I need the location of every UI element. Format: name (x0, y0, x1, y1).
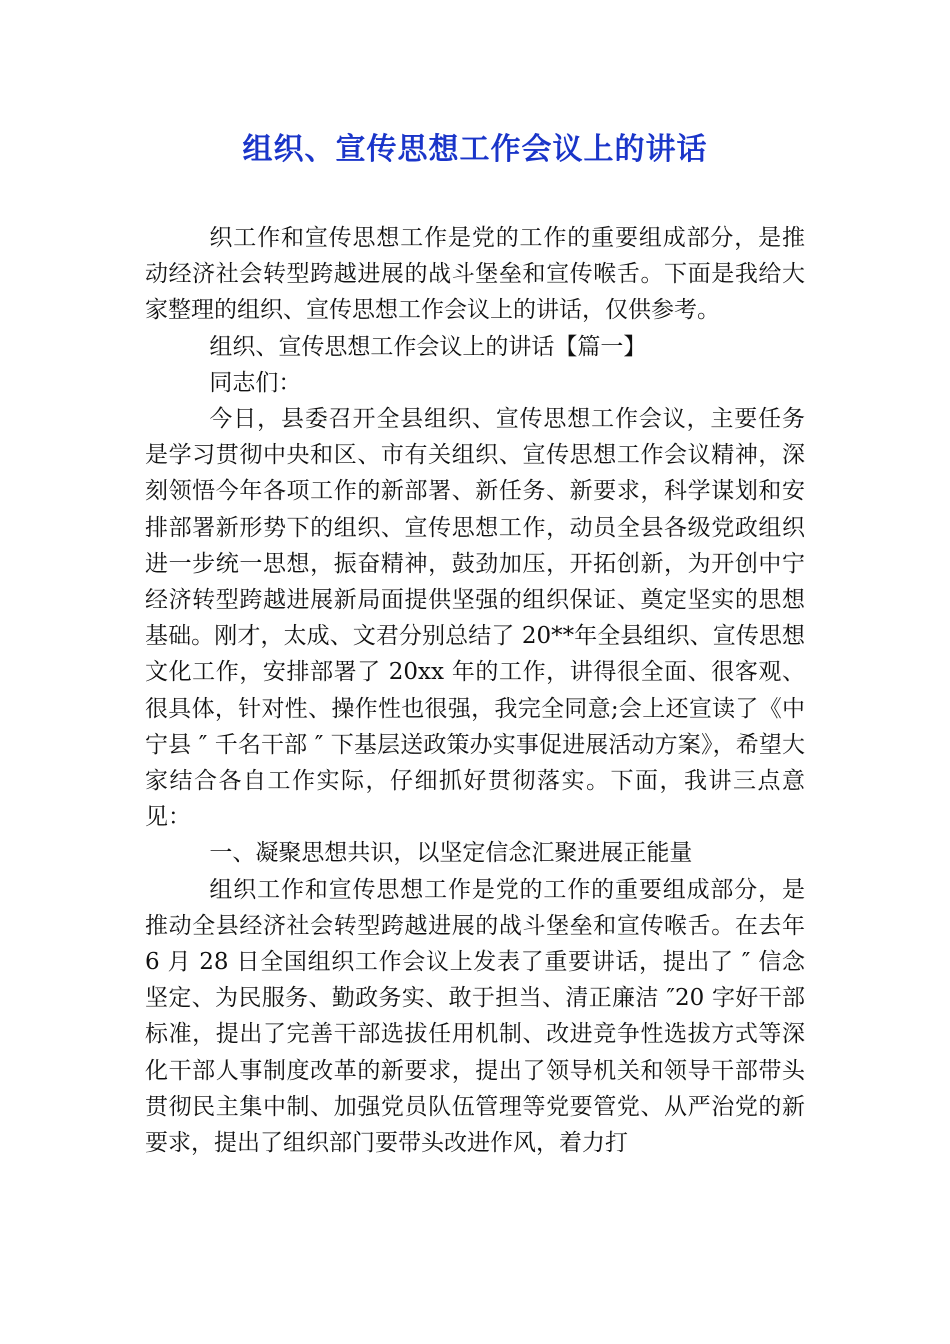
salutation: 同志们： (209, 369, 302, 396)
document-title: 组织、宣传思想工作会议上的讲话 (242, 132, 708, 167)
document-body (145, 220, 805, 1161)
section-heading: 一、凝聚思想共识，以坚定信念汇聚进展正能量 (209, 840, 693, 867)
body-paragraph: 组织工作和宣传思想工作是党的工作的重要组成部分，是推动全县经济社会转型跨越进展的战斗堡垒和宣传喉舌。在去年 6 月 28 日全国组织工作会议上发表了重要讲话，提出了 ″ 信念坚定、为民服务、勤政务实、敢于担当、清正廉洁 ″20 字好干部标准，提出了完善干部选拔任用机制、改进竞争性选拔方式等深化干部人事制度改革的新要求，提出了领导机关和领导干部带头贯彻民主集中制、加强党员队伍管理等党要管党、从严治党的新要求，提出了组织部门要带头改进作风，着力打 (145, 876, 805, 1157)
section-heading-part-one: 组织、宣传思想工作会议上的讲话【篇一】 (209, 333, 647, 360)
body-paragraph: 今日，县委召开全县组织、宣传思想工作会议，主要任务是学习贯彻中央和区、市有关组织、宣传思想工作会议精神，深刻领悟今年各项工作的新部署、新任务、新要求，科学谋划和安排部署新形势下的组织、宣传思想工作，动员全县各级党政组织进一步统一思想，振奋精神，鼓劲加压，开拓创新，为开创中宁经济转型跨越进展新局面提供坚强的组织保证、奠定坚实的思想基础。刚才，太成、文君分别总结了 20**年全县组织、宣传思想文化工作，安排部署了 20xx 年的工作，讲得很全面、很客观、很具体，针对性、操作性也很强，我完全同意;会上还宣读了《中宁县 ″ 千名干部 ″ 下基层送政策办实事促进展活动方案》，希望大家结合各自工作实际，仔细抓好贯彻落实。下面，我讲三点意见： (145, 406, 805, 831)
intro-paragraph: 织工作和宣传思想工作是党的工作的重要组成部分，是推动经济社会转型跨越进展的战斗堡垒和宣传喉舌。下面是我给大家整理的组织、宣传思想工作会议上的讲话，仅供参考。 (145, 225, 805, 324)
